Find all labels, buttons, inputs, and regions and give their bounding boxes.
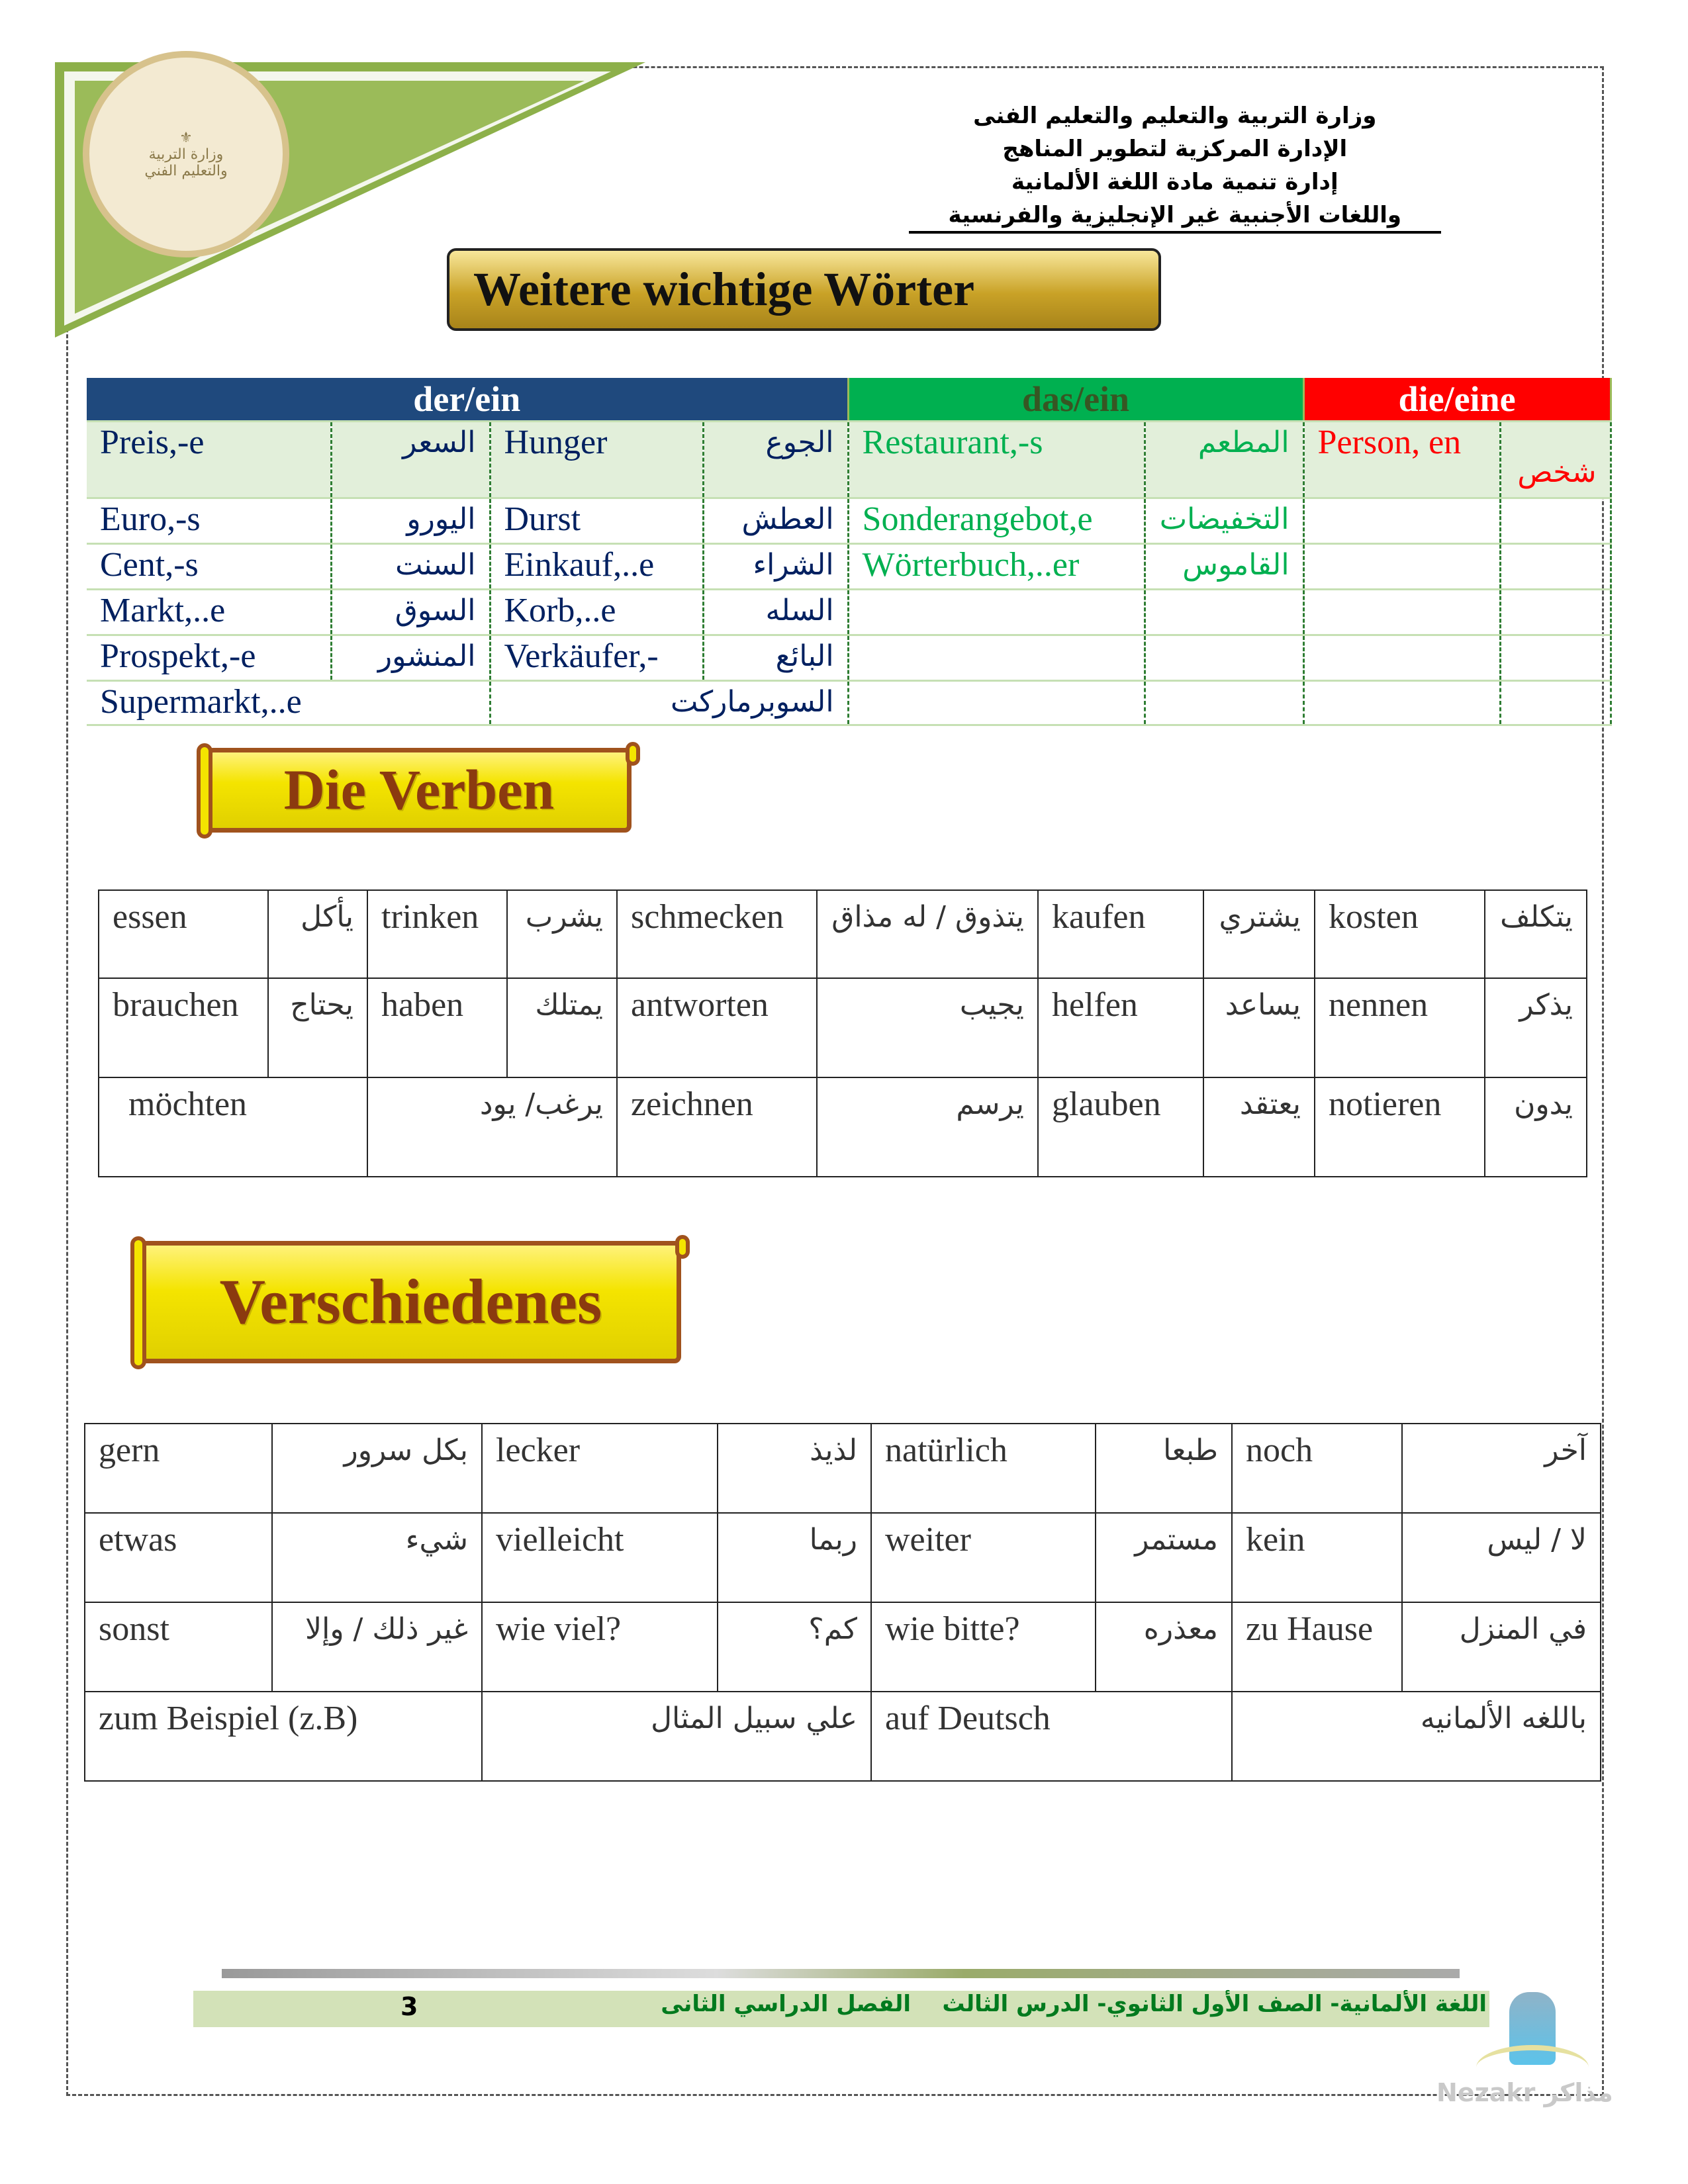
arabic-translation: يعتقد bbox=[1203, 1077, 1315, 1177]
table-row bbox=[99, 978, 1587, 1077]
german-word: natürlich bbox=[871, 1424, 1096, 1513]
german-word: Verkäufer,- bbox=[490, 635, 703, 681]
page-number: 3 bbox=[400, 1992, 418, 2021]
german-word: glauben bbox=[1038, 1077, 1203, 1177]
page-title: Weitere wichtige Wörter bbox=[447, 248, 1161, 331]
footer-text: اللغة الألمانية- الصف الأول الثانوي- الدرس الثالث الفصل الدراسي الثانى bbox=[661, 1991, 1487, 2017]
german-word bbox=[1303, 635, 1500, 681]
arabic-translation: السعر bbox=[331, 422, 490, 498]
arabic-translation: يرسم bbox=[817, 1077, 1038, 1177]
watermark: Nezakr مذاكر bbox=[1436, 2078, 1613, 2107]
german-word bbox=[848, 590, 1145, 635]
german-word: schmecken bbox=[617, 890, 817, 978]
german-word: Supermarkt,..e bbox=[87, 681, 490, 725]
table-row bbox=[87, 590, 1611, 635]
arabic-translation: يتكلف bbox=[1485, 890, 1587, 978]
arabic-translation: القاموس bbox=[1145, 544, 1303, 590]
german-word: Hunger bbox=[490, 422, 703, 498]
arabic-translation: الجوع bbox=[703, 422, 848, 498]
german-word bbox=[1303, 498, 1500, 544]
header-das-ein: das/ein bbox=[848, 378, 1303, 422]
german-word: Cent,-s bbox=[87, 544, 331, 590]
arabic-translation: يأكل bbox=[268, 890, 367, 978]
german-word: möchten bbox=[99, 1077, 367, 1177]
german-word: Korb,..e bbox=[490, 590, 703, 635]
arabic-translation: المنشور bbox=[331, 635, 490, 681]
verbs-banner: Die Verben bbox=[207, 748, 632, 833]
arabic-translation: السنت bbox=[331, 544, 490, 590]
german-word: Sonderangebot,e bbox=[848, 498, 1145, 544]
german-word: wie bitte? bbox=[871, 1602, 1096, 1692]
german-word: Markt,..e bbox=[87, 590, 331, 635]
table-row bbox=[99, 890, 1587, 978]
arabic-translation: باللغه الألمانيه bbox=[1232, 1692, 1601, 1781]
german-word bbox=[1303, 544, 1500, 590]
arabic-translation: المطعم bbox=[1145, 422, 1303, 498]
arabic-translation: في المنزل bbox=[1402, 1602, 1601, 1692]
arabic-translation: يمتلك bbox=[507, 978, 617, 1077]
ministry-logo: ⚜ وزارة التربية والتعليم الفني bbox=[83, 51, 289, 257]
german-word bbox=[848, 635, 1145, 681]
arabic-translation: اليورو bbox=[331, 498, 490, 544]
german-word: Prospekt,-e bbox=[87, 635, 331, 681]
arabic-translation bbox=[1500, 635, 1611, 681]
table-row bbox=[87, 498, 1611, 544]
header-line: الإدارة المركزية لتطوير المناهج bbox=[1002, 136, 1348, 162]
arabic-translation: يتذوق / له مذاق bbox=[817, 890, 1038, 978]
german-word: vielleicht bbox=[482, 1513, 718, 1602]
arabic-translation: يشتري bbox=[1203, 890, 1315, 978]
german-word: Wörterbuch,..er bbox=[848, 544, 1145, 590]
german-word: Restaurant,-s bbox=[848, 422, 1145, 498]
arabic-translation: يرغب/ يود bbox=[367, 1077, 617, 1177]
arabic-translation: مستمر bbox=[1096, 1513, 1232, 1602]
arabic-translation: السوق bbox=[331, 590, 490, 635]
arabic-translation: يدون bbox=[1485, 1077, 1587, 1177]
nouns-table bbox=[87, 378, 1612, 726]
arabic-translation: ربما bbox=[718, 1513, 871, 1602]
arabic-translation: علي سبيل المثال bbox=[482, 1692, 871, 1781]
german-word: Preis,-e bbox=[87, 422, 331, 498]
german-word: antworten bbox=[617, 978, 817, 1077]
german-word: brauchen bbox=[99, 978, 268, 1077]
misc-banner: Verschiedenes bbox=[140, 1241, 681, 1363]
german-word: notieren bbox=[1315, 1077, 1485, 1177]
table-row bbox=[85, 1424, 1601, 1513]
arabic-translation bbox=[1145, 590, 1303, 635]
table-row bbox=[87, 681, 1611, 725]
german-word: nennen bbox=[1315, 978, 1485, 1077]
arabic-translation: يساعد bbox=[1203, 978, 1315, 1077]
german-word: zu Hause bbox=[1232, 1602, 1402, 1692]
german-word: kosten bbox=[1315, 890, 1485, 978]
german-word: Durst bbox=[490, 498, 703, 544]
german-word bbox=[1303, 590, 1500, 635]
arabic-translation: كم؟ bbox=[718, 1602, 871, 1692]
german-word: kaufen bbox=[1038, 890, 1203, 978]
ministry-header bbox=[909, 99, 1441, 232]
footer-divider bbox=[222, 1969, 1460, 1978]
arabic-translation: معذره bbox=[1096, 1602, 1232, 1692]
arabic-translation: يشرب bbox=[507, 890, 617, 978]
arabic-translation bbox=[1500, 498, 1611, 544]
german-word: lecker bbox=[482, 1424, 718, 1513]
arabic-translation: العطش bbox=[703, 498, 848, 544]
german-word: helfen bbox=[1038, 978, 1203, 1077]
table-row bbox=[85, 1513, 1601, 1602]
german-word: weiter bbox=[871, 1513, 1096, 1602]
arabic-translation: يجيب bbox=[817, 978, 1038, 1077]
header-line: إدارة تنمية مادة اللغة الألمانية bbox=[1011, 169, 1338, 195]
arabic-translation: يحتاج bbox=[268, 978, 367, 1077]
table-row bbox=[87, 635, 1611, 681]
arabic-translation: غير ذلك / وإلا bbox=[272, 1602, 482, 1692]
german-word: kein bbox=[1232, 1513, 1402, 1602]
arabic-translation: التخفيضات bbox=[1145, 498, 1303, 544]
arabic-translation bbox=[1500, 544, 1611, 590]
arabic-translation: السوبرماركت bbox=[490, 681, 848, 725]
arabic-translation bbox=[1145, 635, 1303, 681]
table-row bbox=[85, 1692, 1601, 1781]
german-word: sonst bbox=[85, 1602, 272, 1692]
table-row bbox=[87, 422, 1611, 498]
german-word: Person, en bbox=[1303, 422, 1500, 498]
header-der-ein: der/ein bbox=[87, 378, 848, 422]
arabic-translation: السله bbox=[703, 590, 848, 635]
arabic-translation: لذيذ bbox=[718, 1424, 871, 1513]
arabic-translation: الشراء bbox=[703, 544, 848, 590]
header-line: وزارة التربية والتعليم والتعليم الفنى bbox=[973, 103, 1377, 129]
arabic-translation: البائع bbox=[703, 635, 848, 681]
german-word bbox=[1303, 681, 1500, 725]
german-word bbox=[848, 681, 1145, 725]
german-word: trinken bbox=[367, 890, 507, 978]
arabic-translation: بكل سرور bbox=[272, 1424, 482, 1513]
table-row bbox=[99, 1077, 1587, 1177]
arabic-translation bbox=[1500, 681, 1611, 725]
arabic-translation bbox=[1145, 681, 1303, 725]
arabic-translation: آخر bbox=[1402, 1424, 1601, 1513]
arabic-translation: لا / ليس bbox=[1402, 1513, 1601, 1602]
arabic-translation: شخص bbox=[1500, 422, 1611, 498]
arabic-translation bbox=[1500, 590, 1611, 635]
table-row bbox=[87, 544, 1611, 590]
german-word: wie viel? bbox=[482, 1602, 718, 1692]
german-word: etwas bbox=[85, 1513, 272, 1602]
german-word: essen bbox=[99, 890, 268, 978]
misc-table bbox=[84, 1423, 1601, 1782]
arabic-translation: شيء bbox=[272, 1513, 482, 1602]
header-die-eine: die/eine bbox=[1303, 378, 1611, 422]
german-word: zeichnen bbox=[617, 1077, 817, 1177]
arabic-translation: طبعا bbox=[1096, 1424, 1232, 1513]
table-row bbox=[85, 1602, 1601, 1692]
german-word: Euro,-s bbox=[87, 498, 331, 544]
header-line: واللغات الأجنبية غير الإنجليزية والفرنسية bbox=[909, 202, 1441, 234]
german-word: haben bbox=[367, 978, 507, 1077]
german-word: Einkauf,..e bbox=[490, 544, 703, 590]
german-word: gern bbox=[85, 1424, 272, 1513]
german-word: auf Deutsch bbox=[871, 1692, 1232, 1781]
verbs-table bbox=[98, 889, 1587, 1177]
arabic-translation: يذكر bbox=[1485, 978, 1587, 1077]
german-word: noch bbox=[1232, 1424, 1402, 1513]
german-word: zum Beispiel (z.B) bbox=[85, 1692, 482, 1781]
